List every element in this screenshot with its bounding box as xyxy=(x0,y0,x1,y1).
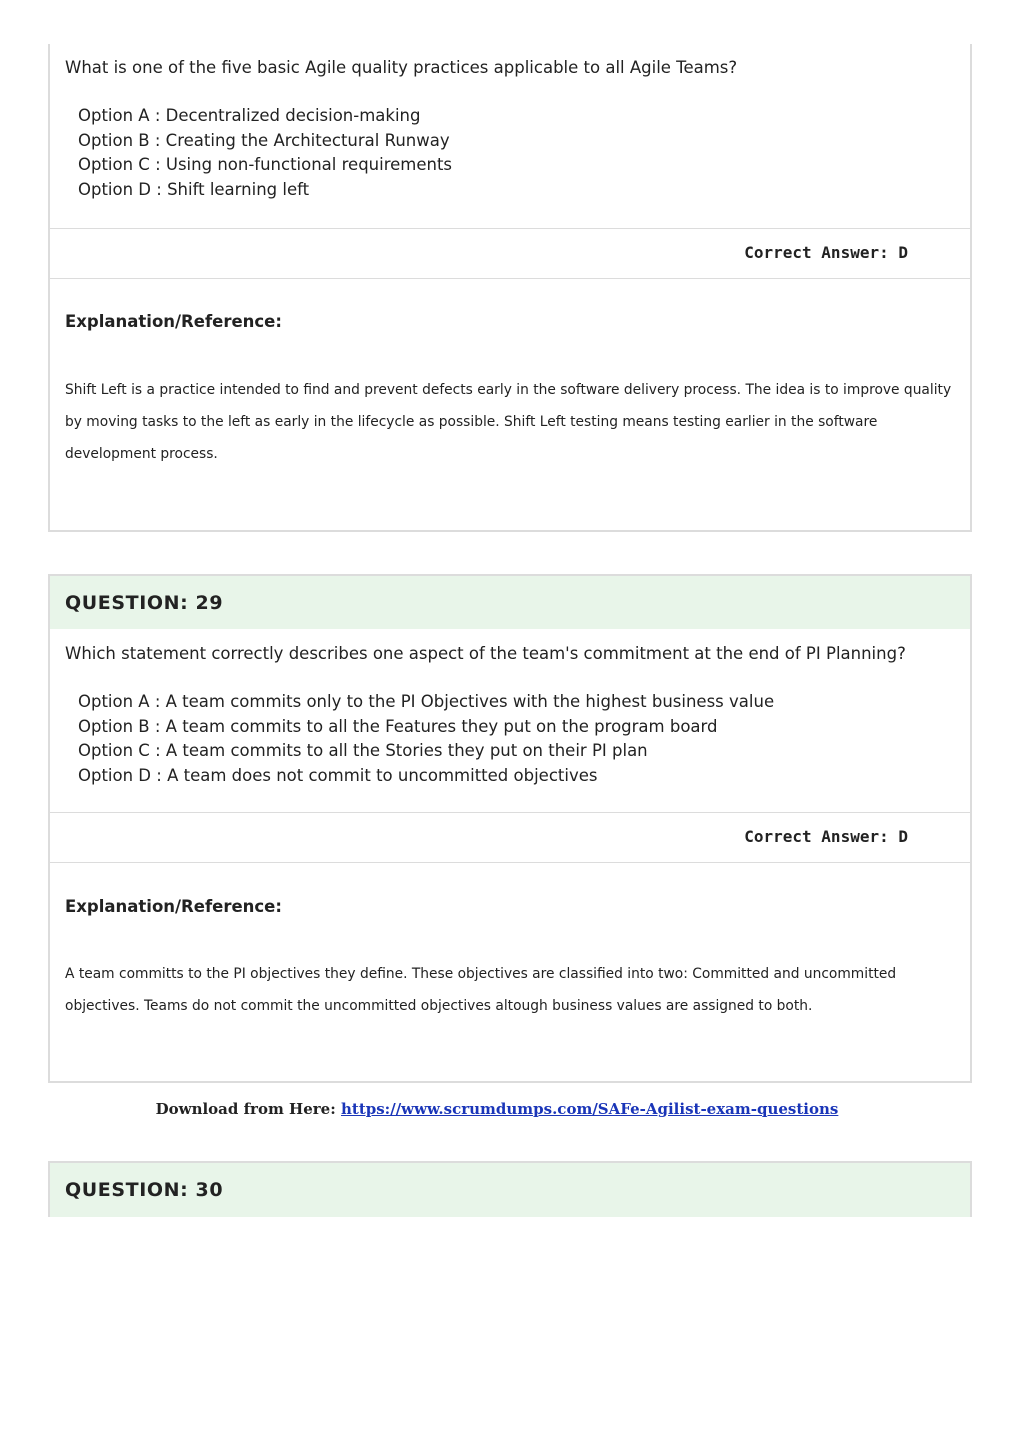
option-b: Option B : A team commits to all the Features they put on the program board xyxy=(78,716,718,736)
correct-answer: Correct Answer: D xyxy=(744,827,908,846)
explanation-text: Shift Left is a practice intended to find and prevent defects early in the software delivery process. The idea is to improve quality by moving tasks to the left as early in the lifecycle as possible. Shift Left testing means testing earlier in the software development process. xyxy=(65,382,952,462)
question-29-options xyxy=(50,690,774,788)
option-a: Option A : A team commits only to the PI Objectives with the highest business value xyxy=(78,692,775,711)
option-c: Option C : Using non-functional requirements xyxy=(78,155,453,174)
correct-answer: Correct Answer: D xyxy=(744,243,908,262)
download-line xyxy=(0,1100,994,1118)
option-a: Option A : Decentralized decision-making xyxy=(78,106,421,125)
question-29-title: QUESTION: 29 xyxy=(50,576,970,629)
question-28-text: What is one of the five basic Agile quality practices applicable to all Agile Teams? xyxy=(65,58,738,77)
correct-answer-row xyxy=(50,228,970,279)
question-28-card xyxy=(48,44,972,532)
question-29-card xyxy=(48,574,972,1083)
question-30-title: QUESTION: 30 xyxy=(50,1163,970,1217)
explanation-title: Explanation/Reference: xyxy=(65,897,282,916)
question-28-options xyxy=(50,104,452,202)
option-d: Option D : A team does not commit to uncommitted objectives xyxy=(78,765,598,785)
option-d: Option D : Shift learning left xyxy=(78,179,310,199)
question-29-text: Which statement correctly describes one aspect of the team's commitment at the end of PI Planning? xyxy=(65,644,906,663)
explanation-text: A team committs to the PI objectives they define. These objectives are classified into two: Committed and uncommitted objectives. Teams do not commit the uncommitted objectives altough business values are assigned to both. xyxy=(65,966,897,1014)
explanation-title: Explanation/Reference: xyxy=(65,312,282,331)
correct-answer-row xyxy=(50,812,970,863)
question-30-card xyxy=(48,1161,972,1217)
option-b: Option B : Creating the Architectural Runway xyxy=(78,130,450,150)
download-link[interactable]: https://www.scrumdumps.com/SAFe-Agilist-exam-questions xyxy=(340,1100,839,1118)
download-label: Download from Here: xyxy=(155,1100,341,1118)
option-c: Option C : A team commits to all the Stories they put on their PI plan xyxy=(78,741,648,760)
